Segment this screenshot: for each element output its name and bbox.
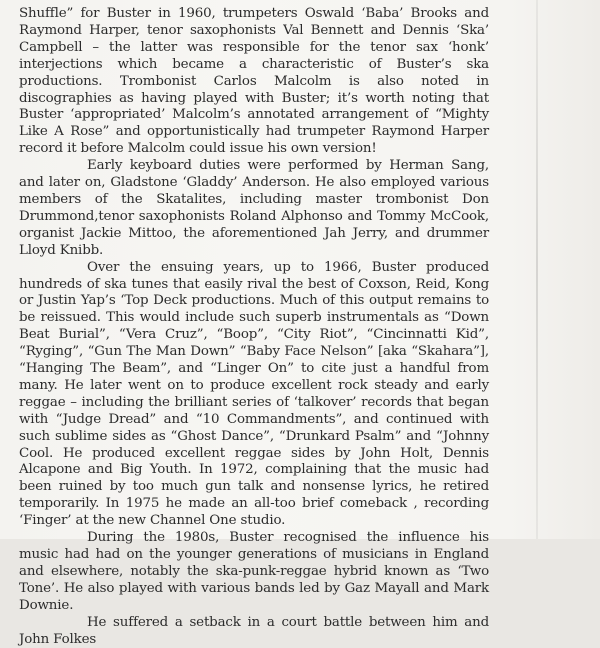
paragraph-2: Early keyboard duties were performed by Herman Sang, and later on, Gladstone ‘Gladdy’ Anderson. He also employed various members of the Skatalites, including master trombonist Don Drummond,tenor saxophonists Roland Alphonso and Tommy McCook, organist Jackie Mittoo, the aforementioned Jah Jerry, and drummer Lloyd Knibb. <box>19 158 489 258</box>
body-text <box>19 6 489 648</box>
paragraph-1: Shuffle” for Buster in 1960, trumpeters Oswald ‘Baba’ Brooks and Raymond Harper, tenor saxophonists Val Bennett and Dennis ‘Ska’ Campbell – the latter was responsible for the tenor sax ‘honk’ interjections which became a characteristic of Buster’s ska productions. Trombonist Carlos Malcolm is also noted in discographies as having played with Buster; it’s worth noting that Buster ‘appropriated’ Malcolm’s annotated arrangement of “Mighty Like A Rose” and opportunistically had trumpeter Raymond Harper record it before Malcolm could issue his own version! <box>19 6 489 157</box>
paragraph-5: He suffered a setback in a court battle between him and John Folkes <box>19 614 489 647</box>
paragraph-3: Over the ensuing years, up to 1966, Buster produced hundreds of ska tunes that easily rival the best of Coxson, Reid, Kong or Justin Yap’s ‘Top Deck productions. Much of this output remains to be reissued. This would include such superb instrumentals as “Down Beat Burial”, “Vera Cruz”, “Boop”, “City Riot”, “Cincinnatti Kid”, “Ryging”, “Gun The Man Down” “Baby Face Nelson” [aka “Skahara”], “Hanging The Beam”, and “Linger On” to cite just a handful from many. He later went on to produce excellent rock steady and early reggae – including the brilliant series of ‘talkover’ records that began with “Judge Dread” and “10 Commandments”, and continued with such sublime sides as “Ghost Dance”, “Drunkard Psalm” and “Johnny Cool. He produced excellent reggae sides by John Holt, Dennis Alcapone and Big Youth. In 1972, complaining that the music had been ruined by too much gun talk and nonsense lyrics, he retired temporarily. In 1975 he made an all-too brief comeback , recording ‘Finger’ at the new Channel One studio. <box>19 259 489 529</box>
page-fold-shadow <box>536 0 538 539</box>
paragraph-4: During the 1980s, Buster recognised the influence his music had had on the younger generations of musicians in England and elsewhere, notably the ska-punk-reggae hybrid known as ‘Two Tone’. He also played with various bands led by Gaz Mayall and Mark Downie. <box>19 530 489 613</box>
